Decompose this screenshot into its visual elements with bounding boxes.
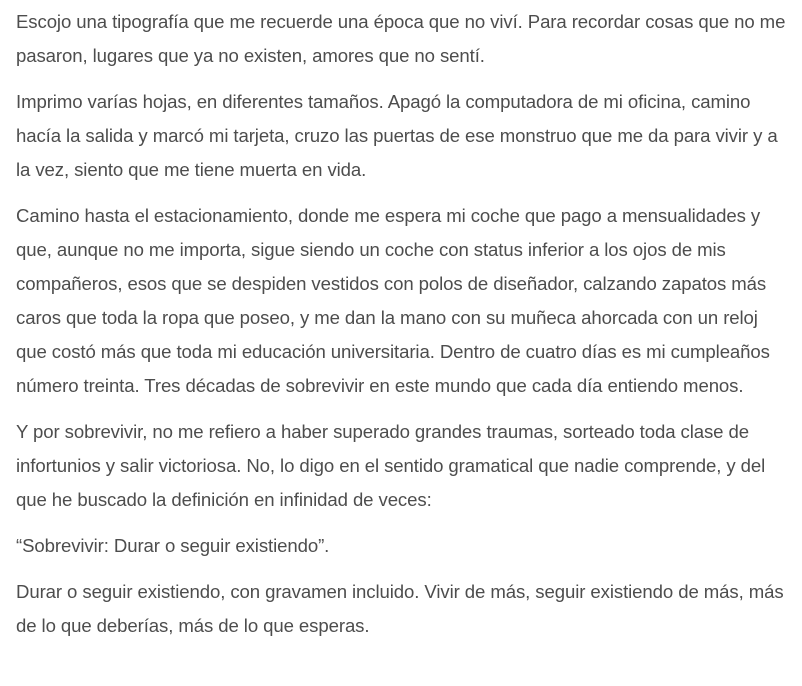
article-body	[16, 5, 792, 655]
paragraph-6: Durar o seguir existiendo, con gravamen incluido. Vivir de más, seguir existiendo de más, más de lo que deberías, más de lo que esperas.	[16, 581, 784, 636]
paragraph-4: Y por sobrevivir, no me refiero a haber superado grandes traumas, sorteado toda clase de infortunios y salir victoriosa. No, lo digo en el sentido gramatical que nadie comprende, y del que he buscado la definición en infinidad de veces:	[16, 421, 766, 510]
paragraph-1: Escojo una tipografía que me recuerde una época que no viví. Para recordar cosas que no me pasaron, lugares que ya no existen, amores que no sentí.	[16, 11, 786, 66]
paragraph-3: Camino hasta el estacionamiento, donde me espera mi coche que pago a mensualidades y que, aunque no me importa, sigue siendo un coche con status inferior a los ojos de mis compañeros, esos que se despiden vestidos con polos de diseñador, calzando zapatos más caros que toda la ropa que poseo, y me dan la mano con su muñeca ahorcada con un reloj que costó más que toda mi educación universitaria. Dentro de cuatro días es mi cumpleaños número treinta. Tres décadas de sobrevivir en este mundo que cada día entiendo menos.	[16, 205, 770, 396]
paragraph-2: Imprimo varías hojas, en diferentes tamaños. Apagó la computadora de mi oficina, camino hacía la salida y marcó mi tarjeta, cruzo las puertas de ese monstruo que me da para vivir y a la vez, siento que me tiene muerta en vida.	[16, 91, 778, 180]
paragraph-5-quote: “Sobrevivir: Durar o seguir existiendo”.	[16, 535, 330, 556]
